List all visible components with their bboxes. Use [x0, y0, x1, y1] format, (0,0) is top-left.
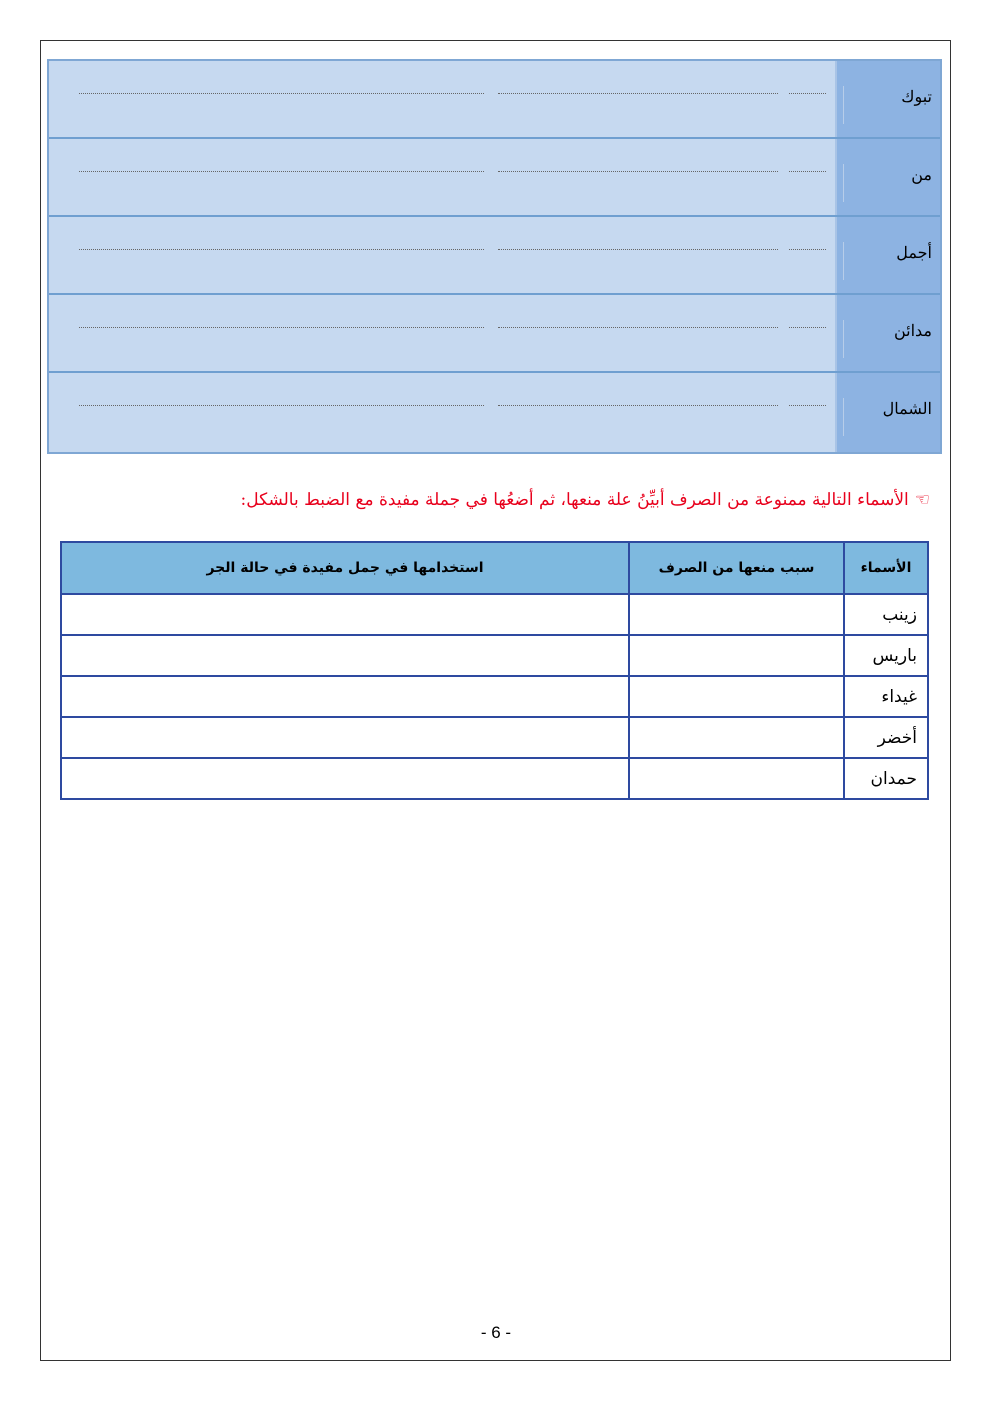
answer-line[interactable] [79, 171, 484, 172]
usage-cell[interactable] [61, 758, 629, 799]
table-row [61, 758, 928, 799]
answer-line[interactable] [498, 93, 778, 94]
usage-cell[interactable] [61, 676, 629, 717]
answer-line[interactable] [498, 171, 778, 172]
answer-line[interactable] [789, 405, 826, 406]
word-cell [835, 295, 940, 371]
words-row [49, 139, 940, 217]
table-row [61, 635, 928, 676]
names-table [60, 541, 929, 800]
page-number: - 6 - [480, 1323, 512, 1342]
answer-line[interactable] [789, 327, 826, 328]
table-row [61, 594, 928, 635]
usage-cell[interactable] [61, 594, 629, 635]
answer-line[interactable] [498, 327, 778, 328]
usage-cell[interactable] [61, 717, 629, 758]
answer-line[interactable] [79, 405, 484, 406]
name-cell: زينب [844, 594, 928, 635]
answer-line[interactable] [79, 249, 484, 250]
name-cell: حمدان [844, 758, 928, 799]
words-row [49, 373, 940, 452]
word-label: الشمال [882, 399, 932, 418]
instruction-text: الأسماء التالية ممنوعة من الصرف أبيِّنُ علة منعها، ثم أضعُها في جملة مفيدة مع الضبط بالشكل: [240, 490, 909, 510]
answer-line[interactable] [79, 327, 484, 328]
pointing-hand-icon: ☜ [914, 490, 930, 510]
word-cell [835, 61, 940, 137]
name-cell: أخضر [844, 717, 928, 758]
answer-line[interactable] [498, 249, 778, 250]
word-label: أجمل [896, 243, 932, 262]
words-row [49, 295, 940, 373]
answer-line[interactable] [789, 249, 826, 250]
answer-line[interactable] [789, 93, 826, 94]
words-table [47, 59, 942, 454]
word-label: تبوك [901, 87, 932, 106]
word-cell [835, 139, 940, 215]
answer-line[interactable] [79, 93, 484, 94]
word-label: من [911, 165, 932, 184]
answer-line[interactable] [498, 405, 778, 406]
answer-line[interactable] [789, 171, 826, 172]
usage-cell[interactable] [61, 635, 629, 676]
names-table-header [61, 542, 928, 594]
word-label: مدائن [893, 321, 932, 340]
header-reason: سبب منعها من الصرف [629, 542, 844, 594]
word-cell [835, 373, 940, 452]
header-usage: استخدامها في جمل مفيدة في حالة الجر [61, 542, 629, 594]
table-row [61, 717, 928, 758]
instruction [240, 490, 930, 510]
reason-cell[interactable] [629, 594, 844, 635]
reason-cell[interactable] [629, 635, 844, 676]
reason-cell[interactable] [629, 717, 844, 758]
words-row [49, 217, 940, 295]
table-row [61, 676, 928, 717]
words-row [49, 61, 940, 139]
word-cell [835, 217, 940, 293]
header-names: الأسماء [844, 542, 928, 594]
reason-cell[interactable] [629, 676, 844, 717]
name-cell: باريس [844, 635, 928, 676]
name-cell: غيداء [844, 676, 928, 717]
reason-cell[interactable] [629, 758, 844, 799]
